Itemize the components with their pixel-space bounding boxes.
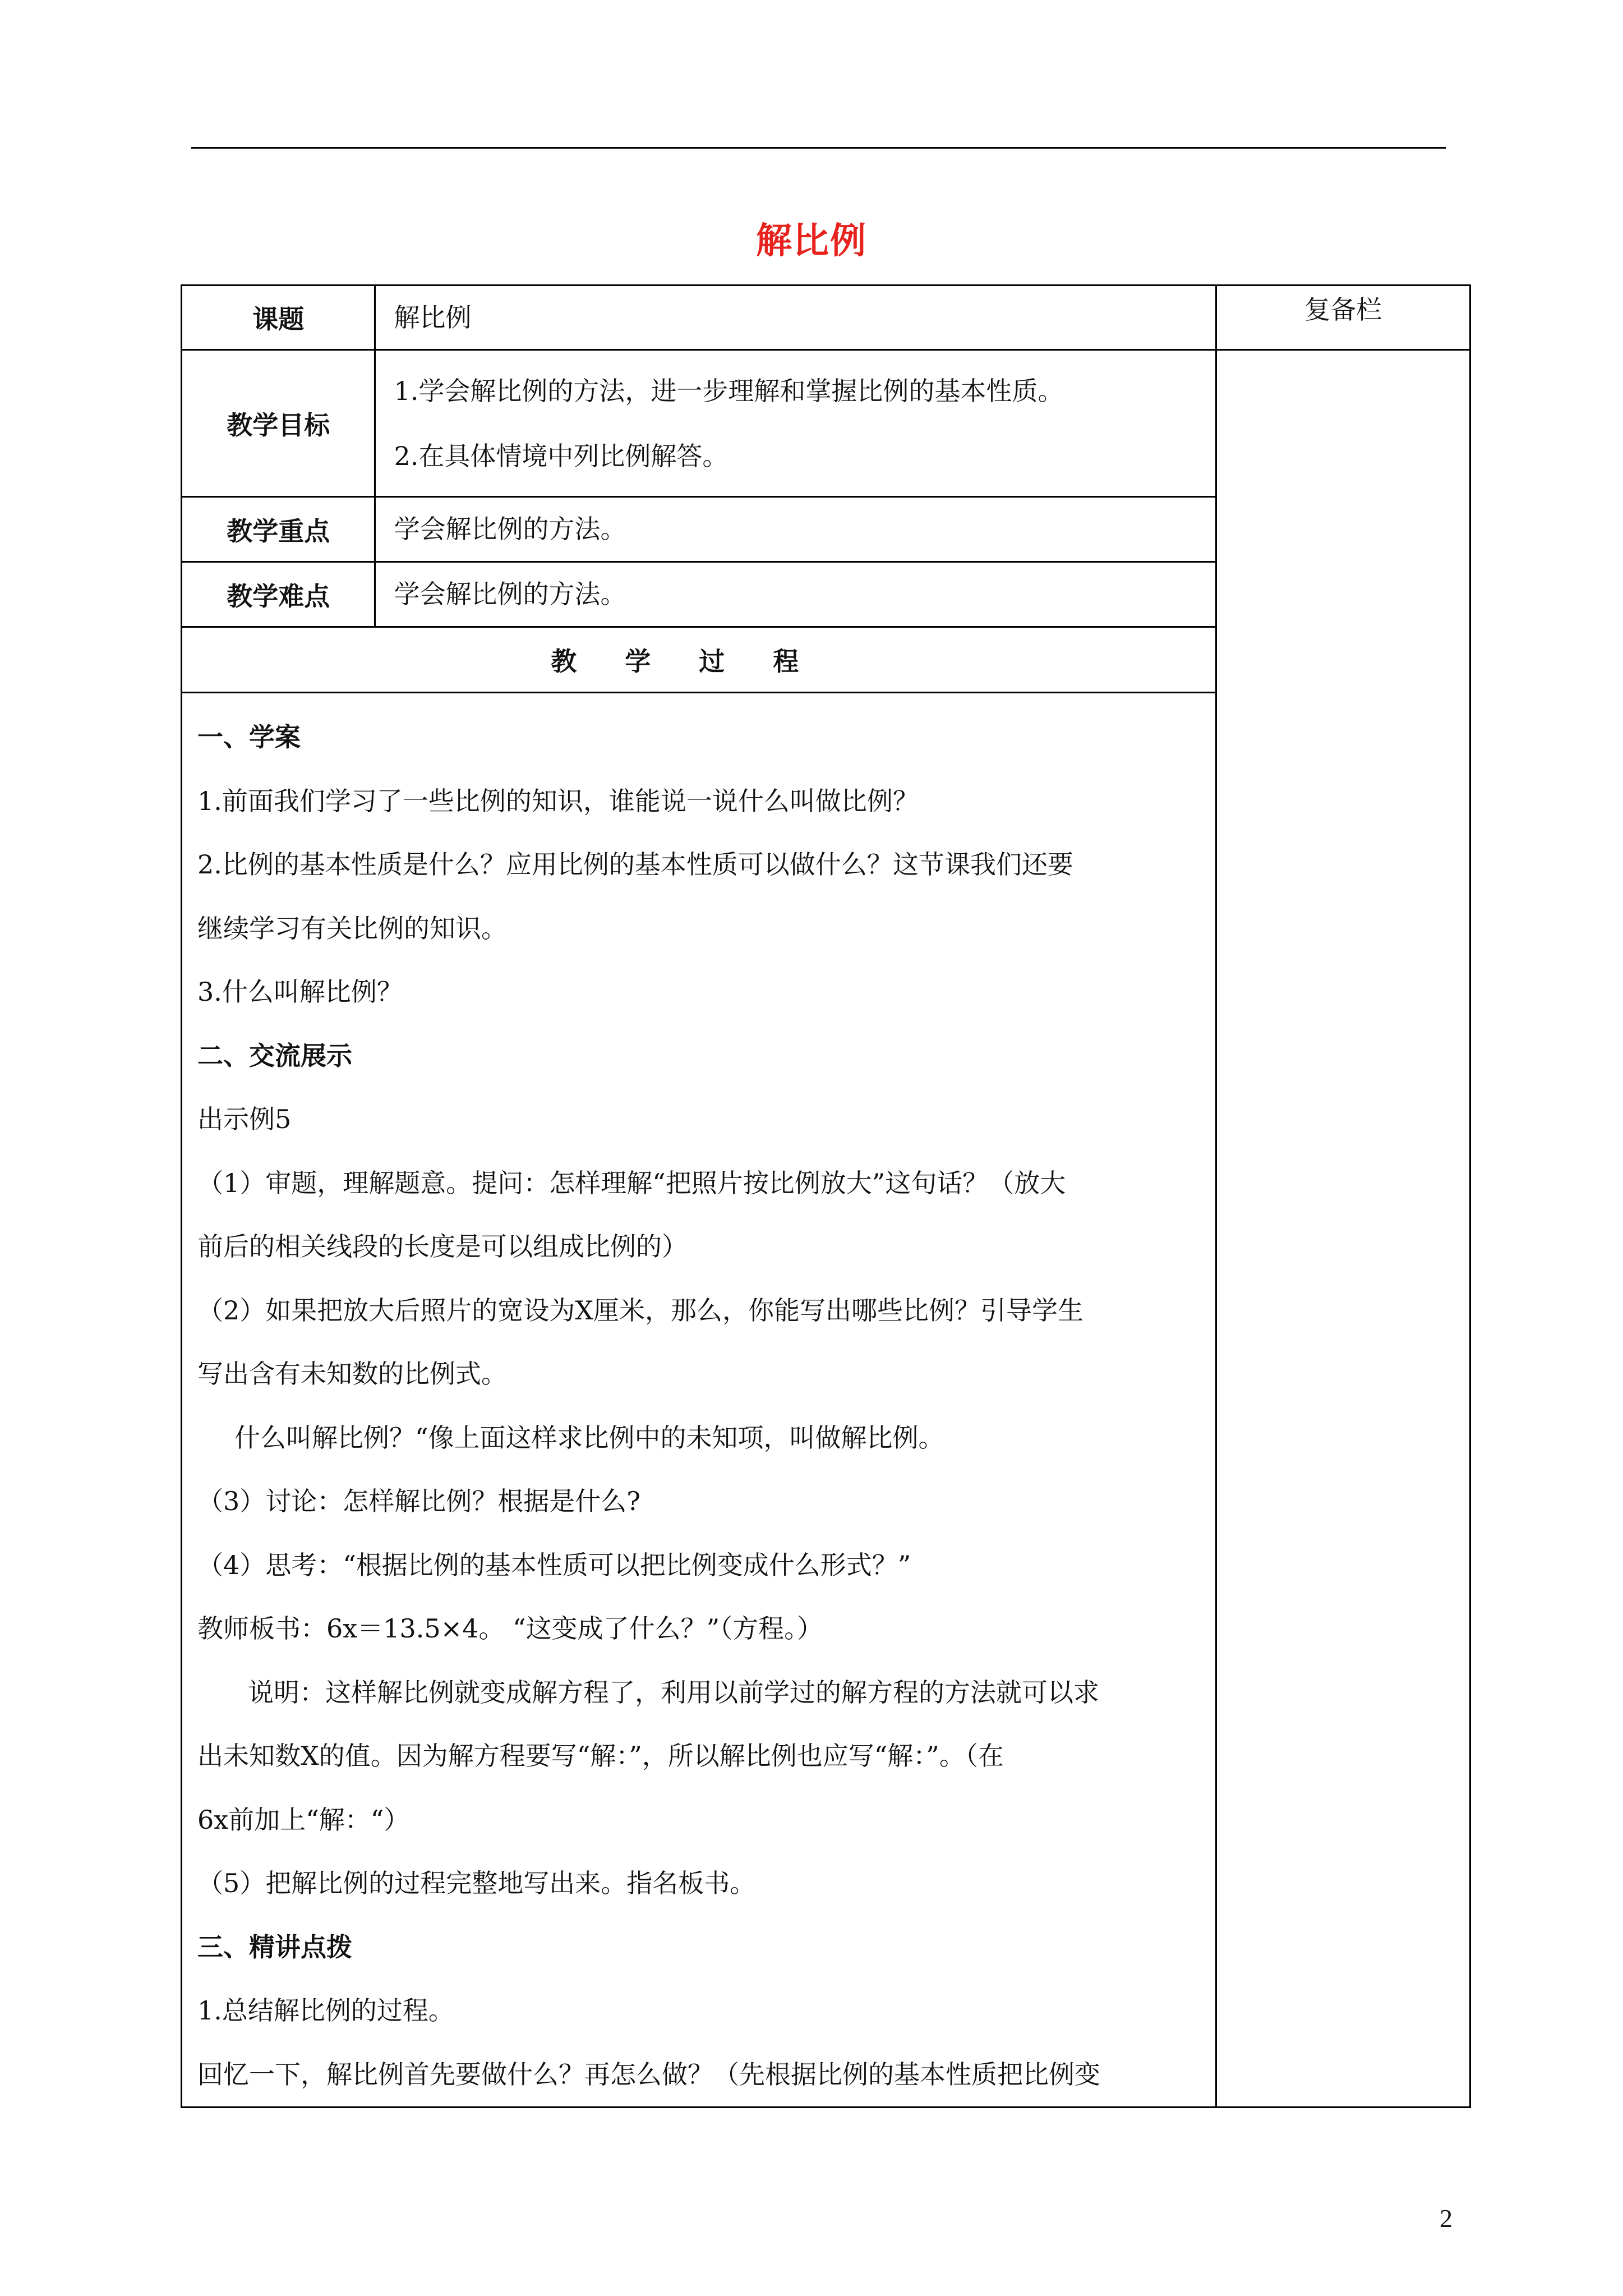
process-body	[182, 693, 1216, 2108]
difficulties-value: 学会解比例的方法。	[375, 562, 1216, 627]
lesson-plan-table	[181, 284, 1471, 2108]
section-heading: 一、学案	[197, 722, 301, 752]
body-line: （3）讨论：怎样解比例？根据是什么?	[197, 1486, 640, 1516]
topic-label: 课题	[182, 286, 375, 350]
body-line: （5）把解比例的过程完整地写出来。指名板书。	[197, 1868, 756, 1898]
body-line: 1.前面我们学习了一些比例的知识，谁能说一说什么叫做比例？	[197, 785, 919, 816]
body-line: 3.什么叫解比例？	[197, 977, 403, 1007]
body-line: 写出含有未知数的比例式。	[197, 1359, 507, 1389]
body-line: 说明：这样解比例就变成解方程了，利用以前学过的解方程的方法就可以求	[248, 1677, 1099, 1708]
notes-column-header: 复备栏	[1216, 286, 1470, 350]
body-line: 6x前加上“解：“）	[197, 1804, 410, 1835]
goals-content	[375, 350, 1216, 497]
body-line: （2）如果把放大后照片的宽设为X厘米，那么，你能写出哪些比例？引导学生	[197, 1295, 1084, 1326]
body-line: （1）审题，理解题意。提问：怎样理解“把照片按比例放大”这句话？（放大	[197, 1167, 1066, 1198]
notes-column	[1216, 350, 1470, 2108]
process-heading: 教学过程	[182, 627, 1216, 693]
header-rule	[191, 147, 1446, 149]
body-line: 教师板书：6x＝13.5×4。 “这变成了什么？”（方程。）	[197, 1613, 823, 1644]
section-heading: 二、交流展示	[197, 1040, 352, 1071]
body-line: 什么叫解比例？“像上面这样求比例中的未知项，叫做解比例。	[234, 1422, 944, 1453]
body-line: 前后的相关线段的长度是可以组成比例的）	[197, 1231, 688, 1262]
goals-row	[182, 350, 1470, 497]
goal-item: 1.学会解比例的方法，进一步理解和掌握比例的基本性质。	[394, 375, 1064, 406]
key-points-label: 教学重点	[182, 497, 375, 562]
topic-value: 解比例	[375, 286, 1216, 350]
goals-label: 教学目标	[182, 350, 375, 497]
body-line: 2.比例的基本性质是什么？应用比例的基本性质可以做什么？这节课我们还要	[197, 849, 1073, 880]
goal-item: 2.在具体情境中列比例解答。	[394, 440, 728, 471]
body-line: 继续学习有关比例的知识。	[197, 913, 507, 944]
body-line: 回忆一下，解比例首先要做什么？再怎么做？（先根据比例的基本性质把比例变	[197, 2059, 1100, 2090]
document-title: 解比例	[756, 220, 867, 262]
section-heading: 三、精讲点拨	[197, 1931, 352, 1962]
body-line: 1.总结解比例的过程。	[197, 1995, 454, 2026]
body-line: 出示例5	[197, 1104, 292, 1134]
topic-row	[182, 286, 1470, 350]
page-number: 2	[1440, 2204, 1453, 2233]
difficulties-label: 教学难点	[182, 562, 375, 627]
body-line: 出未知数X的值。因为解方程要写“解：”，所以解比例也应写“解：”。（在	[197, 1741, 1004, 1771]
body-line: （4）思考：“根据比例的基本性质可以把比例变成什么形式？”	[197, 1549, 911, 1580]
key-points-value: 学会解比例的方法。	[375, 497, 1216, 562]
